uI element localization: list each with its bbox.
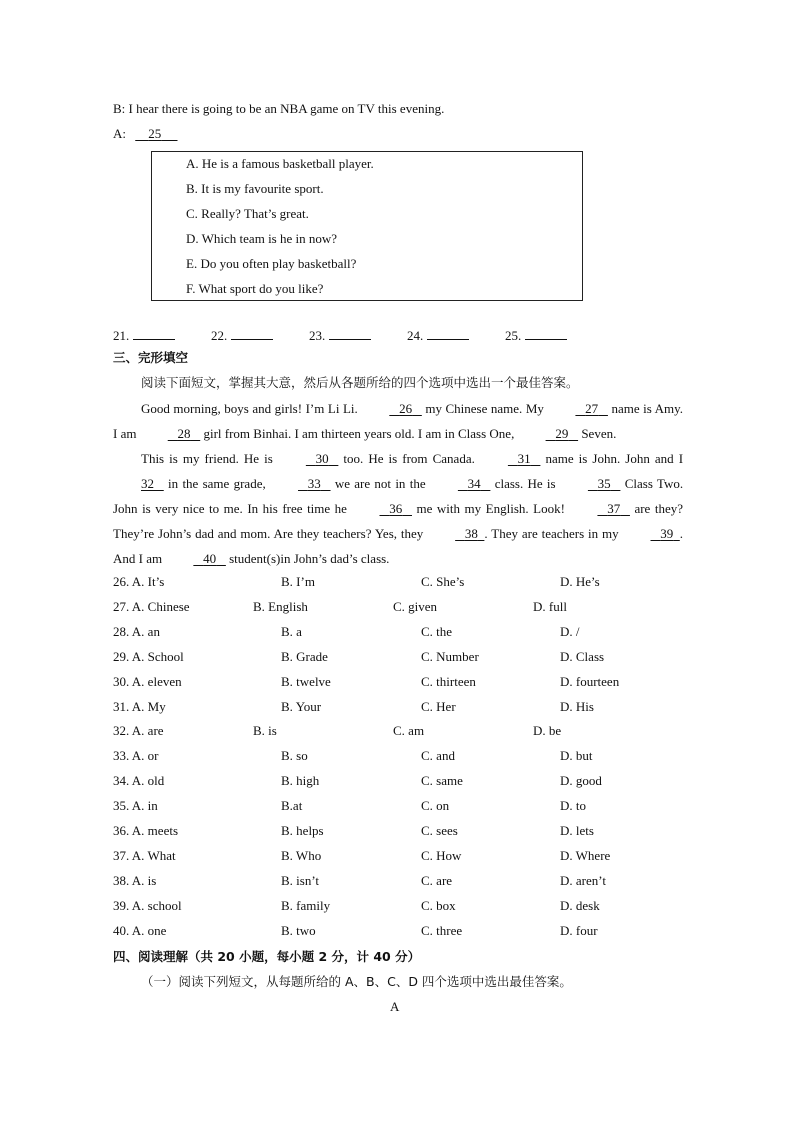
question-option-b[interactable]: B. so	[281, 748, 308, 764]
question-option-d[interactable]: D. aren’t	[560, 872, 606, 888]
question-option-c[interactable]: C. She’s	[421, 574, 465, 589]
answer-blank-25[interactable]: 25	[148, 126, 162, 141]
question-option-c[interactable]: C. on	[421, 798, 450, 814]
question-option-b[interactable]: B. is	[253, 723, 277, 739]
question-option-c[interactable]: C. same	[421, 773, 463, 789]
cloze-blank-40[interactable]: 40	[203, 551, 217, 566]
question-option-b[interactable]: B. two	[281, 922, 316, 938]
question-option-d[interactable]: D. good	[560, 773, 602, 789]
question-row	[113, 624, 713, 642]
option-f: F. What sport do you like?	[186, 281, 324, 296]
question-option-a[interactable]: 39. A. school	[113, 897, 182, 913]
question-option-b[interactable]: B. isn’t	[281, 872, 320, 888]
question-option-c[interactable]: C. thirteen	[421, 673, 476, 689]
question-option-a[interactable]: 29. A. School	[113, 648, 184, 664]
question-option-c[interactable]: C. given	[393, 598, 438, 614]
question-option-c[interactable]: C. How	[421, 847, 462, 863]
question-option-d[interactable]: D. four	[560, 922, 598, 938]
passage-label: A	[390, 999, 400, 1014]
question-option-b[interactable]: B. Your	[281, 698, 322, 714]
speaker-a: A:	[113, 126, 126, 141]
options-box	[151, 151, 583, 301]
question-row	[113, 748, 713, 766]
question-option-b[interactable]: B. Who	[281, 847, 322, 863]
cloze-blank-34[interactable]: 34	[467, 476, 481, 491]
cloze-blank-31[interactable]: 31	[517, 451, 531, 466]
cloze-blank-37[interactable]: 37	[607, 501, 621, 516]
question-option-d[interactable]: D. Class	[560, 648, 605, 664]
question-option-c[interactable]: C. sees	[421, 823, 458, 838]
question-number: 29.	[113, 648, 130, 664]
question-row	[113, 823, 713, 841]
question-number: 40.	[113, 922, 130, 938]
cloze-blank-27[interactable]: 27	[585, 401, 599, 416]
cloze-blank-26[interactable]: 26	[399, 401, 413, 416]
question-number: 32.	[113, 723, 130, 739]
dialogue-line-a	[113, 125, 178, 143]
question-option-c[interactable]: C. are	[421, 872, 453, 888]
question-row	[113, 723, 713, 741]
option-a: A. He is a famous basketball player.	[186, 156, 374, 171]
question-option-c[interactable]: C. the	[421, 623, 453, 639]
answer-blank[interactable]: 24.	[407, 325, 469, 344]
cloze-blank-30[interactable]: 30	[315, 451, 329, 466]
question-row	[113, 873, 713, 891]
answer-blank[interactable]: 21.	[113, 325, 175, 344]
option-d: D. Which team is he in now?	[186, 231, 338, 246]
section4-instruction: （一）阅读下列短文，从每题所给的 A、B、C、D 四个选项中选出最佳答案。	[141, 974, 572, 989]
question-option-d[interactable]: D. lets	[560, 823, 594, 838]
question-option-d[interactable]: D. fourteen	[560, 673, 620, 689]
question-row	[113, 674, 713, 692]
cloze-blank-36[interactable]: 36	[389, 501, 403, 516]
question-number: 30.	[113, 673, 130, 689]
question-option-c[interactable]: C. box	[421, 897, 456, 913]
question-number: 34.	[113, 773, 130, 789]
question-row	[113, 599, 713, 617]
answer-blank[interactable]: 23.	[309, 325, 371, 344]
question-number: 31.	[113, 698, 130, 714]
question-option-a[interactable]: 32. A. are	[113, 723, 164, 739]
question-option-a[interactable]: 33. A. or	[113, 748, 159, 764]
question-number: 26.	[113, 574, 130, 589]
question-option-c[interactable]: C. and	[421, 748, 455, 764]
question-option-b[interactable]: B.at	[281, 798, 303, 814]
question-option-a[interactable]: 37. A. What	[113, 847, 176, 863]
question-option-d[interactable]: D. /	[560, 623, 580, 639]
question-row	[113, 923, 713, 941]
question-option-d[interactable]: D. Where	[560, 847, 611, 863]
answer-blank[interactable]: 25.	[505, 325, 567, 344]
question-row	[113, 848, 713, 866]
question-row	[113, 699, 713, 717]
question-number: 33.	[113, 748, 130, 764]
question-option-b[interactable]: B. high	[281, 773, 320, 789]
question-option-c[interactable]: C. am	[393, 723, 425, 739]
question-option-a[interactable]: 28. A. an	[113, 623, 160, 639]
section3-heading: 三、完形填空	[113, 350, 189, 365]
question-option-a[interactable]: 36. A. meets	[113, 823, 179, 838]
question-option-b[interactable]: B. I’m	[281, 574, 315, 589]
option-c: C. Really? That’s great.	[186, 206, 309, 221]
question-option-b[interactable]: B. twelve	[281, 673, 331, 689]
section3-instruction: 阅读下面短文，掌握其大意，然后从各题所给的四个选项中选出一个最佳答案。	[141, 375, 579, 390]
question-option-d[interactable]: D. be	[533, 723, 562, 739]
cloze-blank-39[interactable]: 39	[660, 526, 674, 541]
question-option-a[interactable]: 38. A. is	[113, 872, 157, 888]
question-number: 36.	[113, 823, 130, 838]
question-option-a[interactable]: 31. A. My	[113, 698, 166, 714]
question-option-d[interactable]: D. He’s	[560, 574, 600, 589]
answer-blanks-row	[113, 325, 593, 343]
cloze-blank-32[interactable]: 32	[141, 476, 154, 491]
question-row	[113, 649, 713, 667]
dialogue-line-b: B: I hear there is going to be an NBA game on TV this evening.	[113, 101, 445, 116]
section4-heading: 四、阅读理解（共 20 小题，每小题 2 分，计 40 分）	[113, 949, 421, 964]
option-e: E. Do you often play basketball?	[186, 256, 357, 271]
question-option-d[interactable]: D. desk	[560, 897, 600, 913]
option-b: B. It is my favourite sport.	[186, 181, 324, 196]
question-number: 37.	[113, 847, 130, 863]
cloze-paragraph-1: Good morning, boys and girls! I’m Li Li. 26 my Chinese name. My 27 name is Amy. I am 28 girl from Binhai. I am thirteen years old. I am in Class One, 29 Seven.	[113, 396, 683, 446]
cloze-blank-35[interactable]: 35	[597, 476, 611, 491]
question-row	[113, 574, 713, 592]
question-number: 27.	[113, 598, 130, 614]
question-row	[113, 798, 713, 816]
question-number: 38.	[113, 872, 130, 888]
question-option-c[interactable]: C. Her	[421, 698, 456, 714]
question-option-b[interactable]: B. helps	[281, 823, 324, 838]
cloze-blank-28[interactable]: 28	[177, 426, 191, 441]
question-option-d[interactable]: D. His	[560, 698, 594, 714]
cloze-blank-33[interactable]: 33	[307, 476, 321, 491]
question-option-a[interactable]: 35. A. in	[113, 798, 158, 814]
cloze-blank-38[interactable]: 38	[464, 526, 478, 541]
question-option-d[interactable]: D. but	[560, 748, 593, 764]
question-option-c[interactable]: C. Number	[421, 648, 479, 664]
question-row	[113, 773, 713, 791]
question-option-a[interactable]: 30. A. eleven	[113, 673, 182, 689]
question-option-a[interactable]: 26. A. It’s	[113, 574, 165, 589]
question-option-b[interactable]: B. family	[281, 897, 331, 913]
question-option-d[interactable]: D. to	[560, 798, 586, 814]
question-option-d[interactable]: D. full	[533, 598, 567, 614]
answer-blank[interactable]: 22.	[211, 325, 273, 344]
question-option-a[interactable]: 27. A. Chinese	[113, 598, 190, 614]
question-option-c[interactable]: C. three	[421, 922, 463, 938]
question-option-a[interactable]: 34. A. old	[113, 773, 165, 789]
question-number: 35.	[113, 798, 130, 814]
question-option-b[interactable]: B. English	[253, 598, 308, 614]
question-number: 39.	[113, 897, 130, 913]
question-option-b[interactable]: B. a	[281, 623, 302, 639]
question-number: 28.	[113, 623, 130, 639]
question-row	[113, 898, 713, 916]
cloze-paragraph-2: This is my friend. He is 30 too. He is from Canada. 31 name is John. John and I 32 in the same grade, 33 we are not in the 34 class. He is 35 Class Two. John is very nice to me. In his free time he 36 me with my English. Look! 37 are they? They’re John’s dad and mom. Are they teachers? Yes, they 38 . They are teachers in my 39 . And I am 40 student(s)in John’s dad’s class.	[113, 446, 683, 571]
question-option-b[interactable]: B. Grade	[281, 648, 328, 664]
cloze-blank-29[interactable]: 29	[555, 426, 569, 441]
question-option-a[interactable]: 40. A. one	[113, 922, 167, 938]
